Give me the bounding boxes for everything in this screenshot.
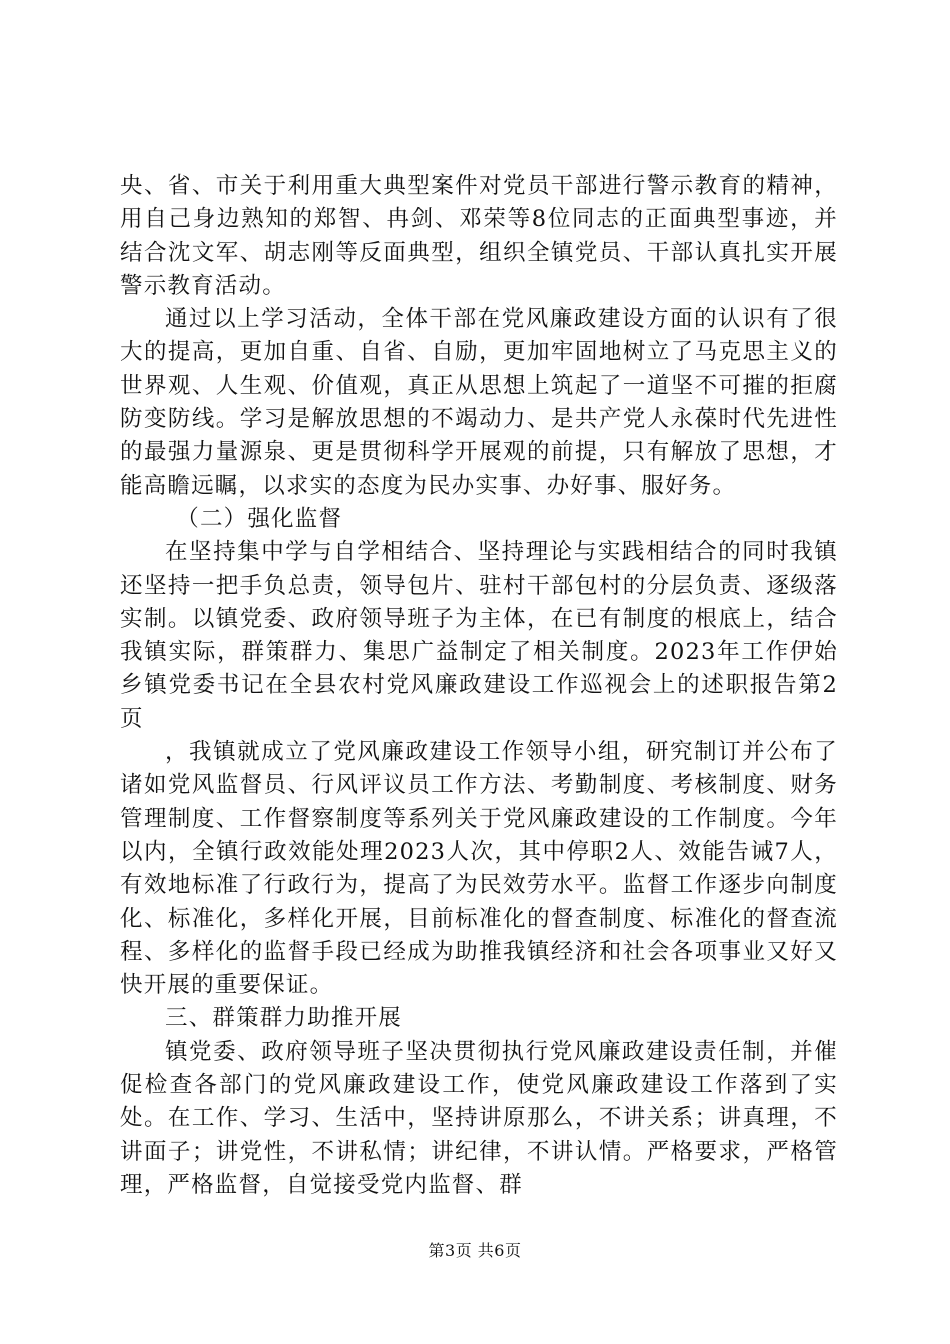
document-body [120, 170, 838, 1202]
page-footer: 第3页 共6页 [428, 1241, 522, 1260]
section-heading-supervision: （二）强化监督 [176, 505, 343, 532]
paragraph-leadership-responsibility: 镇党委、政府领导班子坚决贯彻执行党风廉政建设责任制，并催促检查各部门的党风廉政建设工作，使党风廉政建设工作落到了实处。在工作、学习、生活中，坚持讲原那么，不讲关系；讲真理，不讲面子；讲党性，不讲私情；讲纪律，不讲认情。严格要求，严格管理，严格监督，自觉接受党内监督、群 [120, 1038, 838, 1198]
paragraph-responsibility-system: 在坚持集中学与自学相结合、坚持理论与实践相结合的同时我镇还坚持一把手负总责，领导包片、驻村干部包村的分层负责、逐级落实制。以镇党委、政府领导班子为主体，在已有制度的根底上，结合我镇实际，群策群力、集思广益制定了相关制度。2023年工作伊始乡镇党委书记在全县农村党风廉政建设工作巡视会上的述职报告第2页 [120, 539, 838, 732]
paragraph-study-results: 通过以上学习活动，全体干部在党风廉政建设方面的认识有了很大的提高，更加自重、自省、自励，更加牢固地树立了马克思主义的世界观、人生观、价值观，真正从思想上筑起了一道坚不可摧的拒腐防变防线。学习是解放思想的不竭动力、是共产党人永葆时代先进性的最强力量源泉、更是贯彻科学开展观的前提，只有解放了思想，才能高瞻远瞩，以求实的态度为民办实事、办好事、服好务。 [120, 306, 838, 499]
section-heading-collective-effort: 三、群策群力助推开展 [165, 1005, 403, 1032]
paragraph-warning-education: 央、省、市关于利用重大典型案件对党员干部进行警示教育的精神，用自己身边熟知的郑智、冉剑、邓荣等8位同志的正面典型事迹，并结合沈文军、胡志刚等反面典型，组织全镇党员、干部认真扎实开展警示教育活动。 [120, 173, 838, 299]
paragraph-leadership-group: ，我镇就成立了党风廉政建设工作领导小组，研究制订并公布了诸如党风监督员、行风评议员工作方法、考勤制度、考核制度、财务管理制度、工作督察制度等系列关于党风廉政建设的工作制度。今年以内，全镇行政效能处理2023人次，其中停职2人、效能告诫7人，有效地标准了行政行为，提高了为民效劳水平。监督工作逐步向制度化、标准化，多样化开展，目前标准化的督查制度、标准化的督查流程、多样化的监督手段已经成为助推我镇经济和社会各项事业又好又快开展的重要保证。 [120, 739, 838, 999]
